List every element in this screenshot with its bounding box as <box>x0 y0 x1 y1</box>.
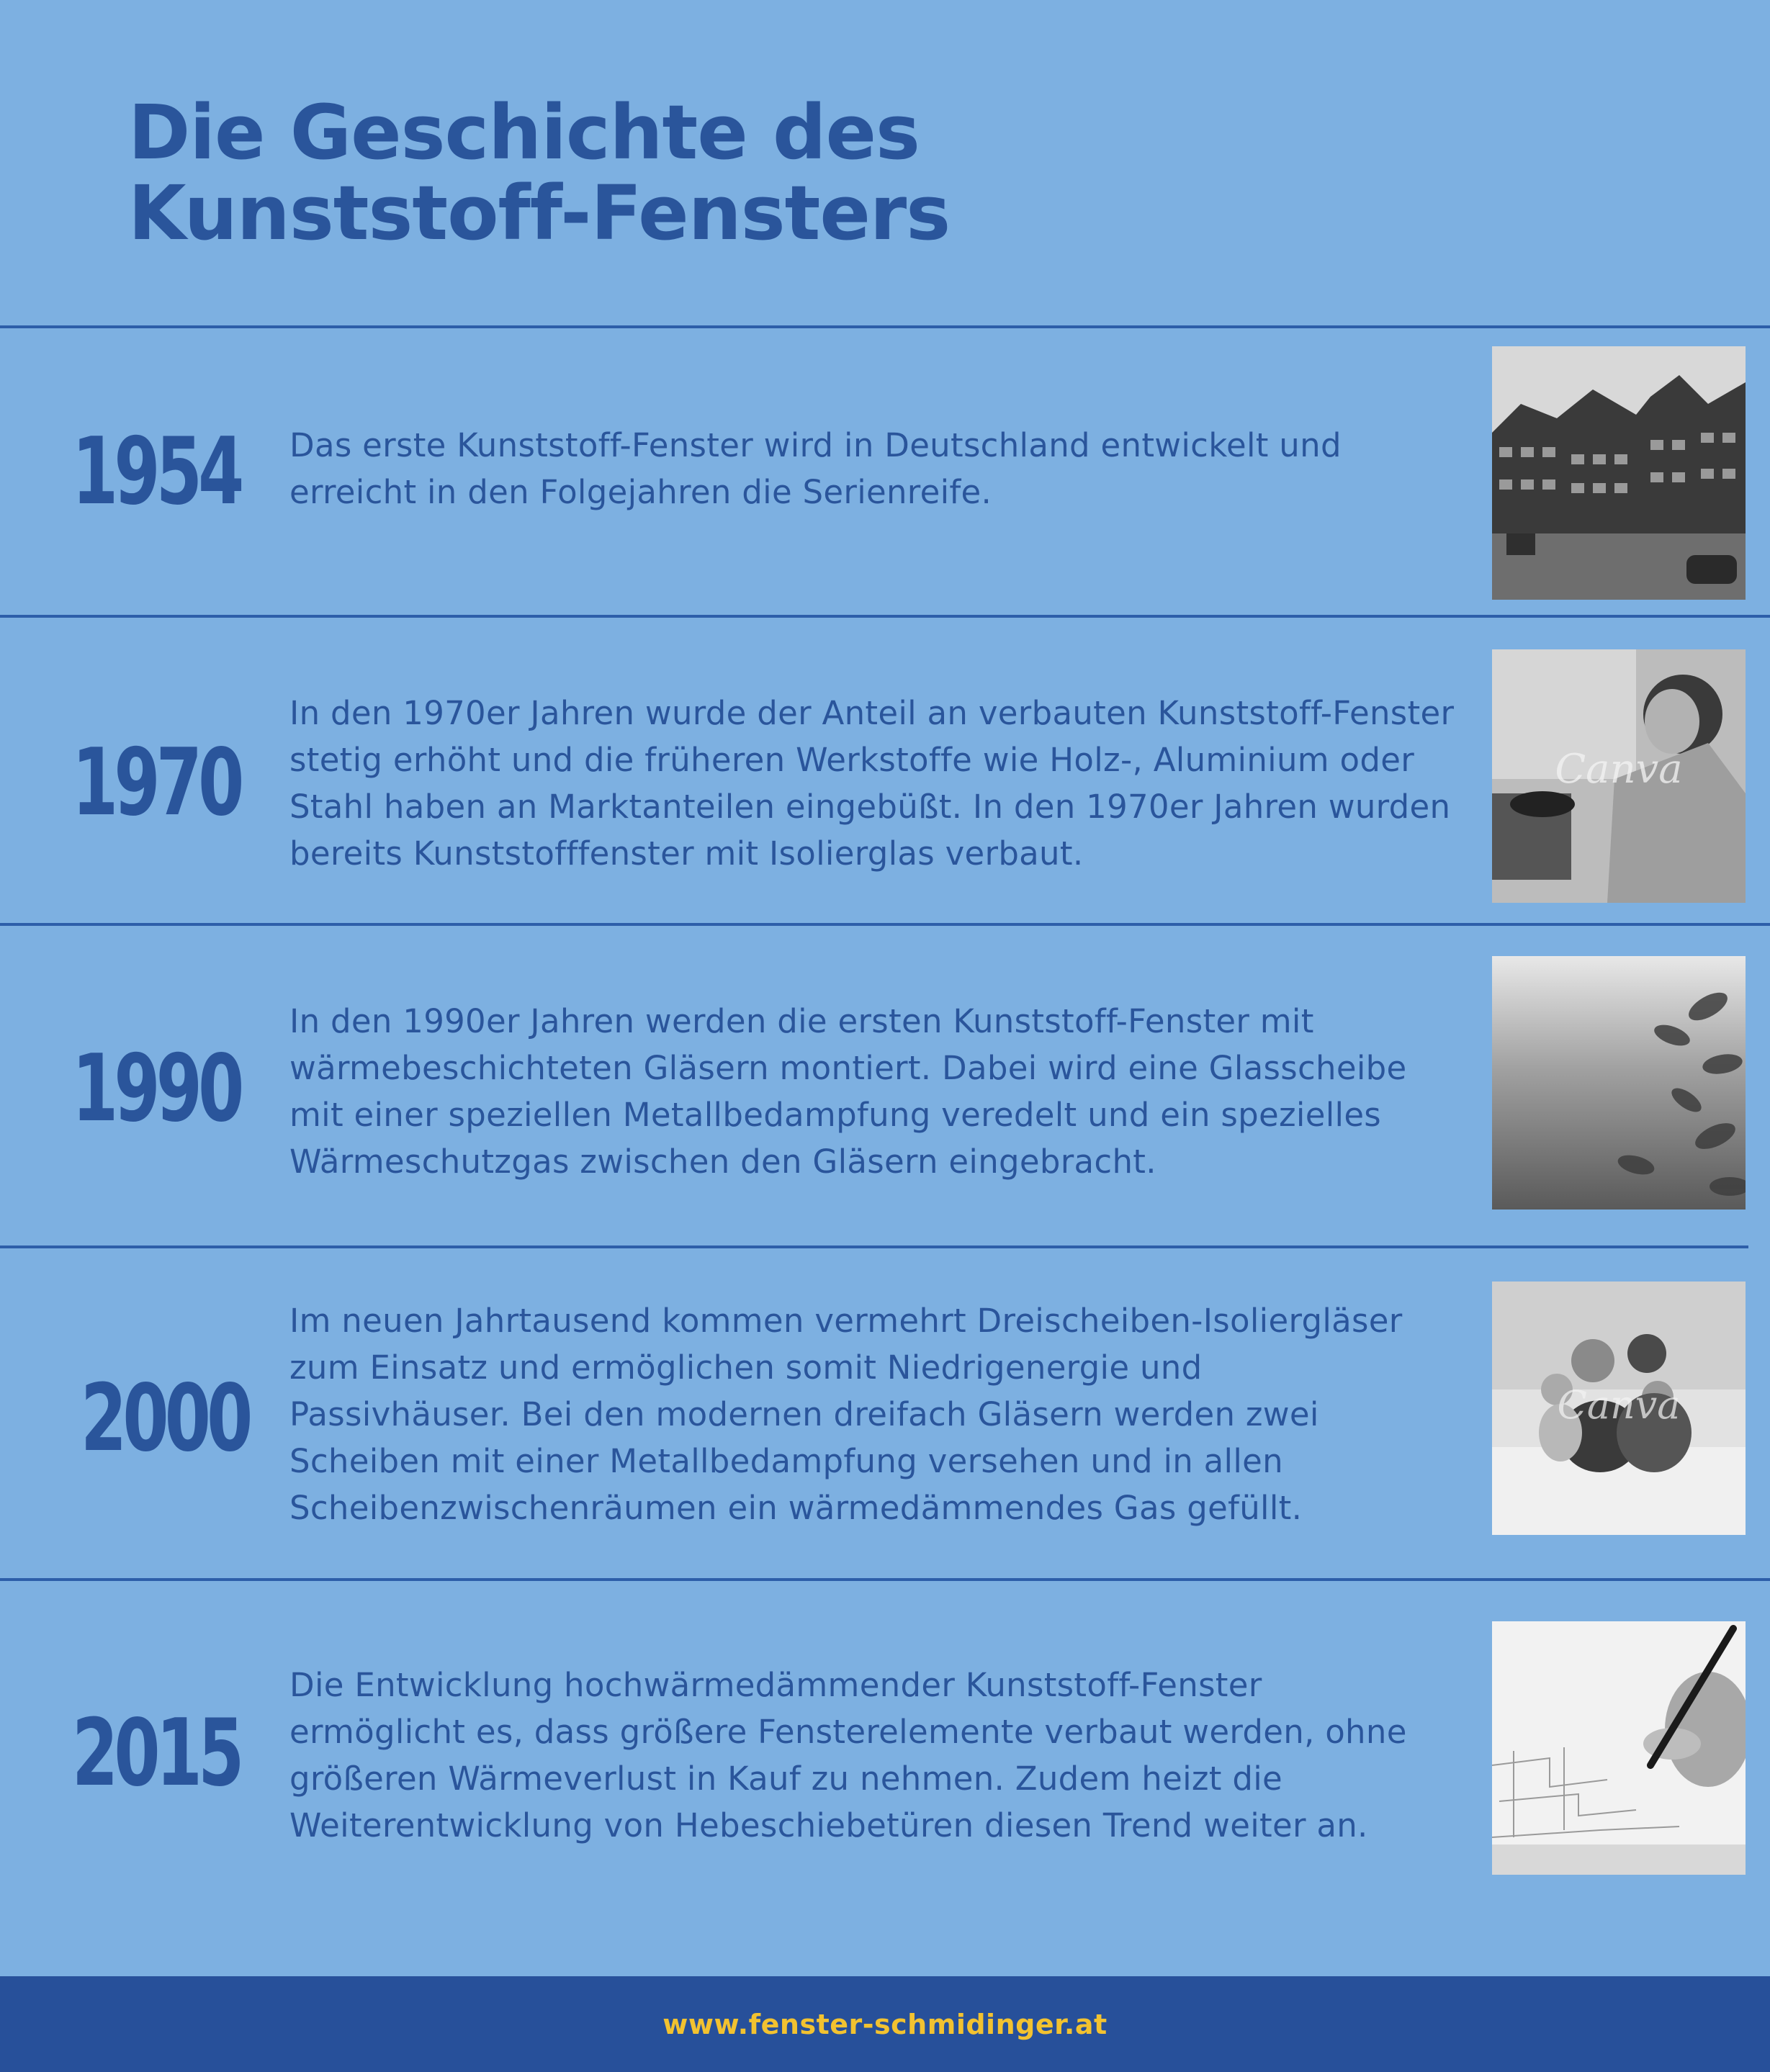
year-label: 1990 <box>72 1035 241 1143</box>
timeline-entry-1970 <box>0 618 1770 923</box>
canva-watermark: Canva <box>1557 1382 1681 1428</box>
text-line: stetig erhöht und die früheren Werkstoffe wie Holz-, Aluminium oder <box>289 741 1415 779</box>
footer-bar <box>0 1976 1770 2072</box>
leaves-bokeh-photo <box>1492 956 1746 1210</box>
text-line: wärmebeschichteten Gläsern montiert. Dabei wird eine Glasscheibe <box>289 1049 1407 1087</box>
entry-text <box>289 1297 1456 1531</box>
text-line: In den 1990er Jahren werden die ersten Kunststoff-Fenster mit <box>289 1002 1314 1040</box>
text-line: größeren Wärmeverlust in Kauf zu nehmen. Zudem heizt die <box>289 1760 1282 1798</box>
text-line: Wärmeschutzgas zwischen den Gläsern eingebracht. <box>289 1143 1156 1181</box>
text-line: zum Einsatz und ermöglichen somit Niedrigenergie und <box>289 1348 1203 1387</box>
year-label: 2000 <box>81 1365 249 1472</box>
title-line-2: Kunststoff-Fensters <box>128 169 951 257</box>
text-line: Im neuen Jahrtausend kommen vermehrt Dreischeiben-Isoliergläser <box>289 1302 1403 1340</box>
year-label: 1954 <box>72 418 241 526</box>
text-line: In den 1970er Jahren wurde der Anteil an verbauten Kunststoff-Fenster <box>289 694 1455 732</box>
entry-text <box>289 690 1456 877</box>
woman-vintage-phone-photo <box>1492 649 1746 903</box>
hand-drawing-plan-photo <box>1492 1621 1746 1875</box>
entry-text <box>289 422 1456 515</box>
historic-town-square-photo <box>1492 346 1746 600</box>
text-line: bereits Kunststofffenster mit Isolierglas verbaut. <box>289 834 1084 873</box>
family-on-sofa-photo <box>1492 1282 1746 1535</box>
text-line: erreicht in den Folgejahren die Serienreife. <box>289 473 992 511</box>
timeline-entry-1954 <box>0 328 1770 616</box>
text-line: ermöglicht es, dass größere Fensterelemente verbaut werden, ohne <box>289 1713 1407 1751</box>
timeline-entry-2000 <box>0 1248 1770 1580</box>
year-label: 1970 <box>72 729 241 837</box>
page-title <box>128 89 1352 257</box>
text-line: Stahl haben an Marktanteilen eingebüßt. In den 1970er Jahren wurden <box>289 788 1451 826</box>
year-label: 2015 <box>72 1700 241 1807</box>
timeline-entry-2015 <box>0 1581 1770 1941</box>
text-line: Die Entwicklung hochwärmedämmender Kunststoff-Fenster <box>289 1666 1262 1704</box>
timeline-entry-1990 <box>0 926 1770 1247</box>
text-line: Das erste Kunststoff-Fenster wird in Deutschland entwickelt und <box>289 426 1342 464</box>
entry-text <box>289 1662 1456 1849</box>
canva-watermark: Canva <box>1555 746 1683 793</box>
text-line: Weiterentwicklung von Hebeschiebetüren diesen Trend weiter an. <box>289 1806 1368 1844</box>
text-line: Scheibenzwischenräumen ein wärmedämmendes Gas gefüllt. <box>289 1489 1303 1527</box>
text-line: mit einer speziellen Metallbedampfung veredelt und ein spezielles <box>289 1096 1382 1134</box>
text-line: Scheiben mit einer Metallbedampfung versehen und in allen <box>289 1442 1283 1480</box>
text-line: Passivhäuser. Bei den modernen dreifach Gläsern werden zwei <box>289 1395 1319 1433</box>
title-line-1: Die Geschichte des <box>128 89 920 176</box>
entry-text <box>289 998 1456 1185</box>
website-link[interactable]: www.fenster-schmidinger.at <box>662 2008 1108 2040</box>
